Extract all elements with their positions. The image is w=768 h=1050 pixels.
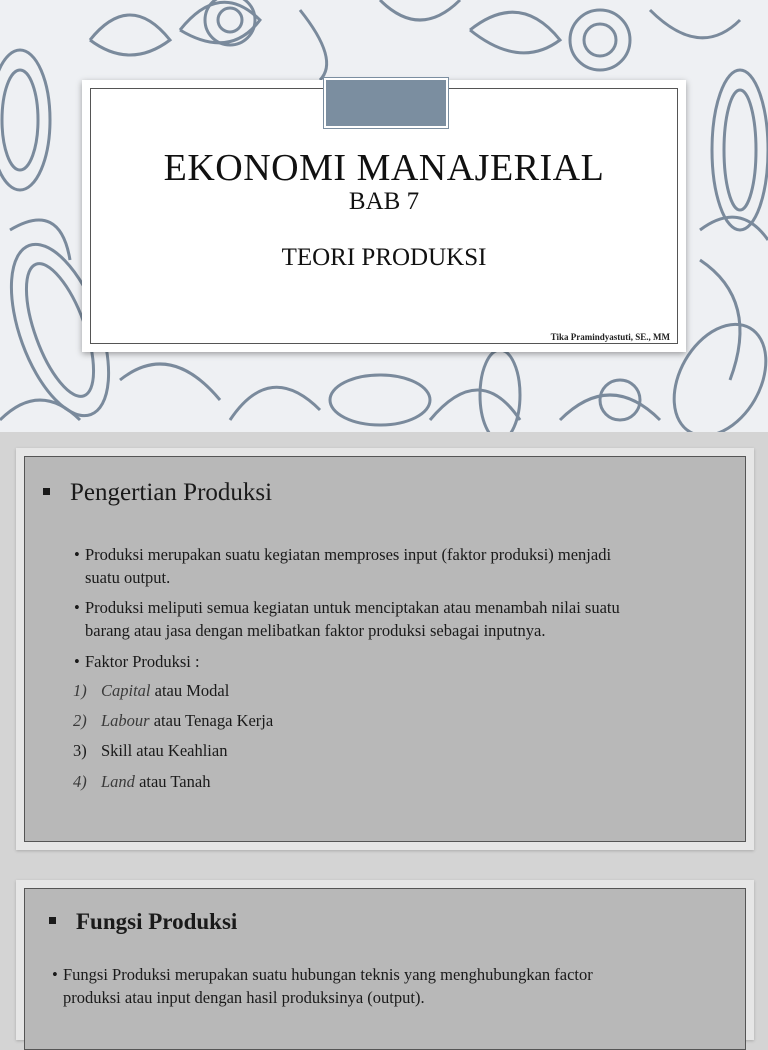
factor-item bbox=[73, 711, 273, 731]
factor-number: 1) bbox=[73, 681, 87, 700]
factor-description: atau Tanah bbox=[134, 772, 211, 791]
bullet-line: Produksi merupakan suatu kegiatan memproses input (faktor produksi) menjadi bbox=[85, 545, 612, 564]
heading-text: Fungsi Produksi bbox=[76, 909, 238, 934]
bullet-dot-icon: • bbox=[74, 598, 80, 617]
factor-number: 4) bbox=[73, 772, 87, 791]
bullet-paragraph bbox=[74, 596, 735, 642]
bullet-line: suatu output. bbox=[85, 568, 171, 587]
factor-item bbox=[73, 681, 229, 701]
factor-item bbox=[73, 772, 210, 792]
slide-heading bbox=[43, 479, 272, 507]
square-bullet-icon bbox=[43, 488, 50, 495]
slide-heading bbox=[49, 909, 237, 935]
factor-term: Land bbox=[101, 772, 135, 791]
factor-term: Labour bbox=[101, 711, 150, 730]
factor-description: Skill atau Keahlian bbox=[101, 741, 228, 760]
bullet-paragraph bbox=[74, 543, 735, 589]
bullet-dot-icon: • bbox=[74, 652, 80, 671]
bullet-line: Fungsi Produksi merupakan suatu hubungan teknis yang menghubungkan factor bbox=[63, 965, 593, 984]
bullet-paragraph bbox=[74, 650, 735, 673]
presentation-subtitle: TEORI PRODUKSI bbox=[281, 244, 487, 271]
bullet-dot-icon: • bbox=[74, 545, 80, 564]
factor-number: 3) bbox=[73, 741, 87, 760]
factor-description: atau Modal bbox=[150, 681, 230, 700]
factor-item bbox=[73, 741, 227, 761]
presentation-title: EKONOMI MANAJERIAL bbox=[163, 147, 605, 189]
author-name: Tika Pramindyastuti, SE., MM bbox=[550, 332, 670, 342]
content-panel bbox=[24, 888, 746, 1050]
bullet-line: Produksi meliputi semua kegiatan untuk menciptakan atau menambah nilai suatu bbox=[85, 598, 620, 617]
chapter-label: BAB 7 bbox=[348, 188, 420, 215]
content-panel bbox=[24, 456, 746, 842]
slide-fungsi-produksi bbox=[16, 880, 754, 1040]
slide-pengertian-produksi bbox=[16, 448, 754, 850]
heading-text: Pengertian Produksi bbox=[70, 479, 273, 506]
factor-number: 2) bbox=[73, 711, 87, 730]
factor-description: atau Tenaga Kerja bbox=[149, 711, 274, 730]
bullet-dot-icon: • bbox=[52, 965, 58, 984]
square-bullet-icon bbox=[49, 917, 56, 924]
bullet-paragraph bbox=[52, 963, 733, 1009]
title-card bbox=[82, 80, 686, 352]
title-slide bbox=[0, 0, 768, 432]
bullet-line: barang atau jasa dengan melibatkan faktor produksi sebagai inputnya. bbox=[85, 621, 546, 640]
factor-term: Capital bbox=[101, 681, 151, 700]
bullet-line: produksi atau input dengan hasil produksinya (output). bbox=[63, 988, 425, 1007]
bullet-line: Faktor Produksi : bbox=[85, 652, 200, 671]
title-card-tab bbox=[324, 78, 448, 128]
